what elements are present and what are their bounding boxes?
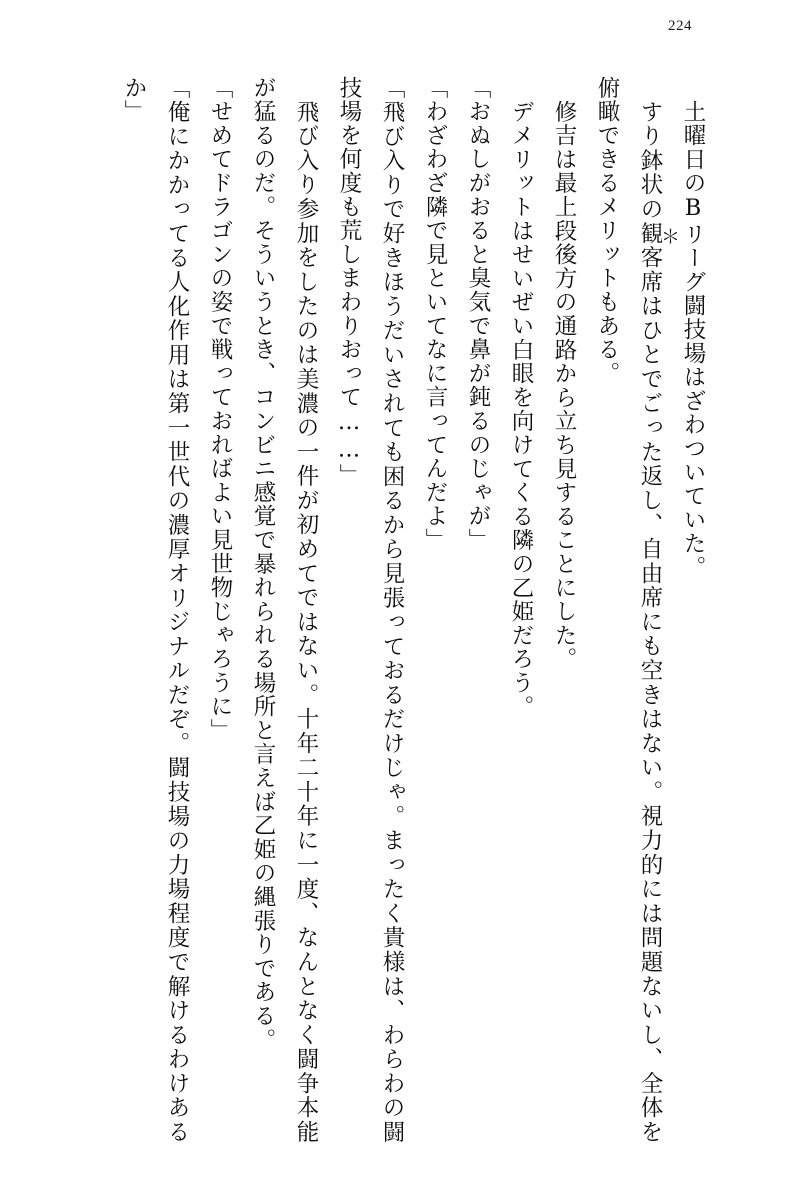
body-paragraph: 「飛び入りで好きほうだいされても困るから見張っておるだけじゃ。まったく貴様は、わらわの闘技場を何度も荒しまわりおって……」 (336, 76, 405, 1144)
page-number: 224 (668, 18, 692, 34)
body-paragraph: 「俺にかかってる人化作用は第一世代の濃厚オリジナルだぞ。闘技場の力場程度で解けるわけあるか」 (121, 76, 190, 1144)
scene-break-mark: ＊ (660, 226, 680, 248)
body-paragraph: 「せめてドラゴンの姿で戦っておればよい見世物じゃろうに」 (207, 76, 233, 743)
body-paragraph: 「わざわざ隣で見といてなに言ってんだよ」 (422, 76, 448, 552)
body-paragraph: デメリットはせいぜい白眼を向けてくる隣の乙姫だろう。 (508, 100, 534, 719)
body-paragraph: 飛び入り参加をしたのは美濃の一件が初めてではない。十年二十年に一度、なんとなく闘争本能が猛るのだ。そういうとき、コンビニ感覚で暴れられる場所と言えば乙姫の縄張りである。 (250, 76, 319, 1144)
body-paragraph: 「おぬしがおると臭気で鼻が鈍るのじゃが」 (465, 76, 491, 552)
body-paragraph: すり鉢状の観客席はひとでごった返し、自由席にも空きはない。視力的には問題ないし、全体を俯瞰できるメリットもある。 (594, 76, 663, 1144)
page-body-text (121, 76, 714, 1144)
body-paragraph: 土曜日のBリーグ闘技場はざわついていた。 (680, 100, 706, 580)
body-paragraph: 修吉は最上段後方の通路から立ち見することにした。 (551, 100, 577, 672)
